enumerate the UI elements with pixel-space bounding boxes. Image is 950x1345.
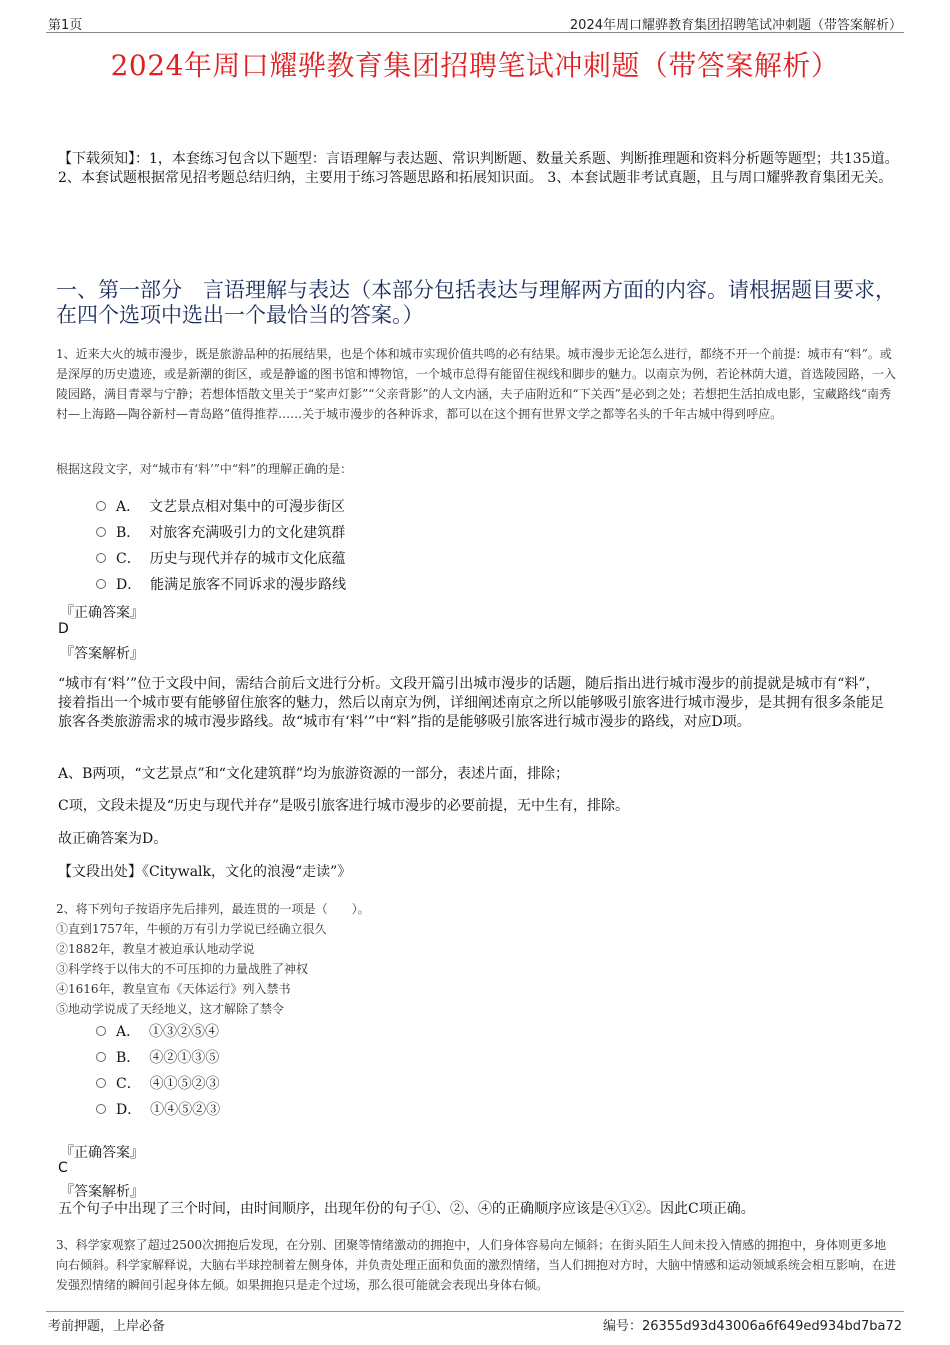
q2-option-a[interactable] xyxy=(96,1019,696,1045)
q1-option-b[interactable] xyxy=(96,520,696,546)
option-letter: C． xyxy=(116,551,141,567)
q1-options xyxy=(96,494,696,598)
q2-option-b[interactable] xyxy=(96,1045,696,1071)
option-text: ④①⑤②③ xyxy=(149,1076,220,1092)
radio-icon[interactable] xyxy=(96,527,106,537)
footer-document-id: 编号：26355d93d43006a6f649ed934bd7ba72 xyxy=(603,1319,902,1334)
footer-slogan: 考前押题，上岸必备 xyxy=(48,1319,166,1334)
option-text: 历史与现代并存的城市文化底蕴 xyxy=(149,551,346,567)
q2-stem: 2、将下列句子按语序先后排列，最连贯的一项是（ ）。 xyxy=(56,902,370,916)
header-document-title: 2024年周口耀骅教育集团招聘笔试冲刺题（带答案解析） xyxy=(569,18,902,33)
footer-divider xyxy=(46,1311,904,1312)
radio-icon[interactable] xyxy=(96,553,106,563)
page-title: 2024年周口耀骅教育集团招聘笔试冲刺题（带答案解析） xyxy=(110,49,840,82)
q1-option-a[interactable] xyxy=(96,494,696,520)
q1-source: 【文段出处】《Citywalk，文化的浪漫“走读”》 xyxy=(58,864,352,880)
radio-icon[interactable] xyxy=(96,501,106,511)
q1-answer-label: 『正确答案』 xyxy=(60,605,144,621)
radio-icon[interactable] xyxy=(96,1078,106,1088)
header-page-number: 第1页 xyxy=(48,18,83,33)
option-letter: B． xyxy=(116,1050,141,1066)
option-text: ④②①③⑤ xyxy=(149,1050,220,1066)
q1-analysis-paragraph-2: A、B两项，“文艺景点”和“文化建筑群”均为旅游资源的一部分，表述片面，排除； xyxy=(58,766,570,782)
q2-options xyxy=(96,1019,696,1123)
q2-option-c[interactable] xyxy=(96,1071,696,1097)
option-letter: B． xyxy=(116,525,141,541)
q2-sentence: ③科学终于以伟大的不可压抑的力量战胜了神权 xyxy=(56,962,309,976)
q2-analysis-label: 『答案解析』 xyxy=(60,1184,144,1200)
option-letter: D． xyxy=(116,1102,142,1118)
option-text: ①④⑤②③ xyxy=(150,1102,221,1118)
q1-analysis-paragraph-3: C项，文段未提及“历史与现代并存”是吸引旅客进行城市漫步的必要前提，无中生有，排除。 xyxy=(58,798,630,814)
q2-sentence: ①直到1757年，牛顿的万有引力学说已经确立很久 xyxy=(56,922,327,936)
download-notice: 【下载须知】：1，本套练习包含以下题型：言语理解与表达题、常识判断题、数量关系题、判断推理题和资料分析题等题型；共135道。 2、本套试题根据常见招考题总结归纳，主要用于练习答题思路和拓展知识面。 3、本套试题非考试真题，且与周口耀骅教育集团无关。 xyxy=(58,151,899,186)
section-heading: 一、第一部分 言语理解与表达（本部分包括表达与理解两方面的内容。请根据题目要求，在四个选项中选出一个最恰当的答案。） xyxy=(56,278,896,327)
q1-answer: D xyxy=(58,621,69,637)
q1-analysis-paragraph-1: “城市有‘料’”位于文段中间，需结合前后文进行分析。文段开篇引出城市漫步的话题，随后指出进行城市漫步的前提就是城市有“料”，接着指出一个城市要有能够留住旅客的魅力，然后以南京为例，详细阐述南京之所以能够吸引旅客进行城市漫步，是其拥有很多条能足旅客各类旅游需求的城市漫步路线。故“城市有‘料’”中“料”指的是能够吸引旅客进行城市漫步的路线，对应D项。 xyxy=(58,676,884,730)
option-letter: C． xyxy=(116,1076,141,1092)
q1-question: 根据这段文字，对“城市有‘料’”中“料”的理解正确的是： xyxy=(56,462,353,476)
radio-icon[interactable] xyxy=(96,1104,106,1114)
header-divider xyxy=(46,32,904,33)
q2-sentence: ⑤地动学说成了天经地义，这才解除了禁令 xyxy=(56,1002,285,1016)
q2-sentence: ④1616年，教皇宣布《天体运行》列入禁书 xyxy=(56,982,291,996)
q2-answer: C xyxy=(58,1160,68,1176)
radio-icon[interactable] xyxy=(96,579,106,589)
option-letter: A． xyxy=(116,499,141,515)
option-letter: A． xyxy=(116,1024,141,1040)
q1-option-d[interactable] xyxy=(96,572,696,598)
q2-analysis: 五个句子中出现了三个时间，由时间顺序，出现年份的句子①、②、④的正确顺序应该是④①②。因此C项正确。 xyxy=(58,1201,755,1217)
q1-analysis-label: 『答案解析』 xyxy=(60,646,144,662)
q2-sentence-list xyxy=(56,919,898,1019)
q1-analysis-paragraph-4: 故正确答案为D。 xyxy=(58,831,168,847)
q2-option-d[interactable] xyxy=(96,1097,696,1123)
option-text: 对旅客充满吸引力的文化建筑群 xyxy=(149,525,346,541)
option-letter: D． xyxy=(116,577,142,593)
q2-sentence: ②1882年，教皇才被迫承认地动学说 xyxy=(56,942,255,956)
q1-passage: 1、近来大火的城市漫步，既是旅游品种的拓展结果，也是个体和城市实现价值共鸣的必有结果。城市漫步无论怎么进行，都绕不开一个前提：城市有“料”。或是深厚的历史遗迹，或是新潮的街区，或是静谧的图书馆和博物馆，一个城市总得有能留住视线和脚步的魅力。以南京为例，若论林荫大道，首选陵园路，一入陵园路，满目青翠与宁静；若想体悟散文里关于“桨声灯影”“父亲背影”的人文内涵，夫子庙附近和“下关西”是必到之处；若想把生活拍成电影，宝藏路线“南秀村—上海路—陶谷新村—青岛路”值得推荐……关于城市漫步的各种诉求，都可以在这个拥有世界文学之都等名头的千年古城中得到呼应。 xyxy=(56,347,897,421)
q1-option-c[interactable] xyxy=(96,546,696,572)
option-text: 文艺景点相对集中的可漫步街区 xyxy=(149,499,346,515)
radio-icon[interactable] xyxy=(96,1052,106,1062)
q3-passage: 3、科学家观察了超过2500次拥抱后发现，在分别、团聚等情绪激动的拥抱中，人们身体容易向左倾斜；在街头陌生人间未投入情感的拥抱中，身体则更多地向右倾斜。科学家解释说，大脑右半球控制着左侧身体，并负责处理正面和负面的激烈情绪，当人们拥抱对方时，大脑中情感和运动领域系统会相互影响，在进发强烈情绪的瞬间引起身体左倾。如果拥抱只是走个过场，那么很可能就会表现出身体右倾。 xyxy=(56,1238,897,1292)
option-text: ①③②⑤④ xyxy=(149,1024,220,1040)
q2-answer-label: 『正确答案』 xyxy=(60,1145,144,1161)
radio-icon[interactable] xyxy=(96,1026,106,1036)
option-text: 能满足旅客不同诉求的漫步路线 xyxy=(150,577,347,593)
